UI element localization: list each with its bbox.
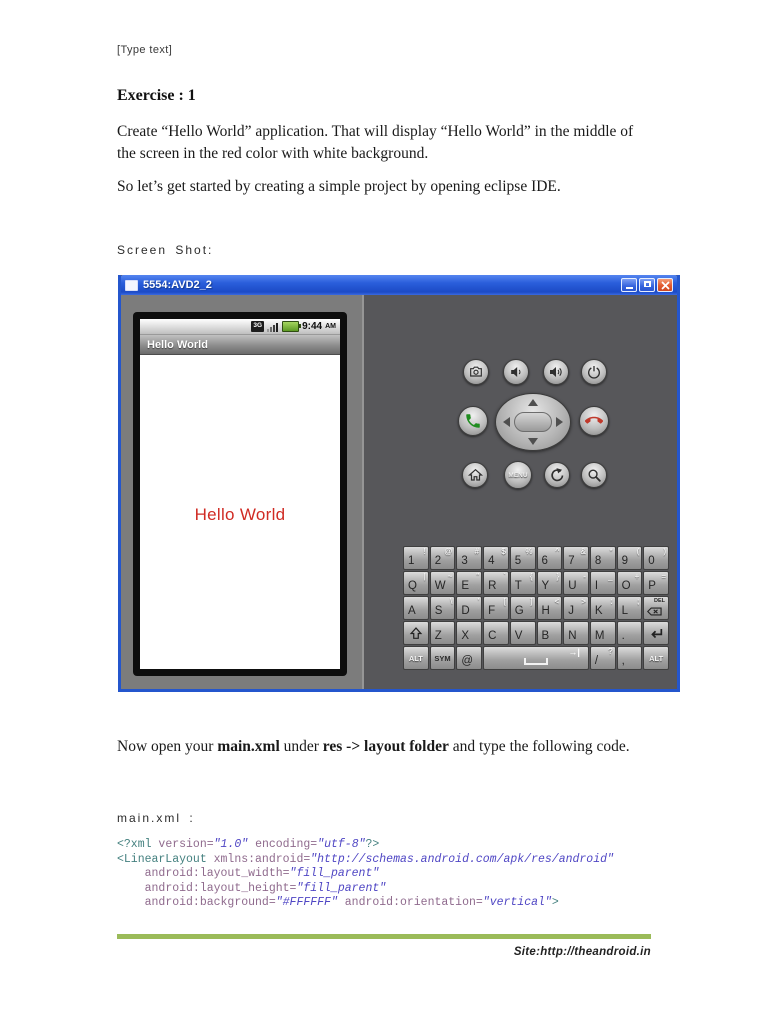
call-button[interactable]: [458, 406, 488, 436]
home-button[interactable]: [462, 462, 488, 488]
intro-paragraph: Create “Hello World” application. That will display “Hello World” in the middle of the screen in the red color with white background.: [117, 123, 634, 162]
menu-label: MENU: [508, 471, 528, 479]
maximize-icon: [644, 281, 651, 287]
key-0[interactable]: 0 ): [643, 546, 669, 570]
key-2[interactable]: 2 @: [430, 546, 456, 570]
key-y[interactable]: Y }: [537, 571, 563, 595]
key-comma[interactable]: ,: [617, 646, 643, 670]
backspace-icon: [647, 607, 662, 616]
phone-screen[interactable]: [140, 319, 340, 669]
end-call-button[interactable]: [579, 406, 609, 436]
back-icon: [549, 467, 566, 484]
mainxml-label: main.xml :: [117, 811, 195, 825]
close-button[interactable]: [657, 278, 673, 292]
app-title: Hello World: [147, 338, 208, 351]
code-line: <LinearLayout xmlns:android="http://schemas.android.com/apk/res/android": [117, 852, 614, 866]
key-a[interactable]: A: [403, 596, 429, 620]
key-d[interactable]: D ': [456, 596, 482, 620]
phone-panel: [121, 295, 364, 689]
key-t[interactable]: T {: [510, 571, 536, 595]
volume-down-icon: [508, 364, 525, 380]
phone-bezel: [133, 312, 347, 676]
device-keyboard: [403, 546, 669, 670]
status-clock: 9:44: [302, 321, 323, 332]
key-7[interactable]: 7 &: [563, 546, 589, 570]
key-r[interactable]: R `: [483, 571, 509, 595]
key-k[interactable]: K :: [590, 596, 616, 620]
code-block: [117, 838, 657, 911]
code-line: android:background="#FFFFFF" android:orientation="vertical">: [144, 896, 559, 909]
footer-site-link: Site:http://theandroid.in: [513, 946, 651, 958]
key-g[interactable]: G ]: [510, 596, 536, 620]
key-e[interactable]: E ": [456, 571, 482, 595]
key-9[interactable]: 9 (: [617, 546, 643, 570]
controls-panel: [364, 295, 677, 689]
key-o[interactable]: O +: [617, 571, 643, 595]
home-icon: [467, 467, 484, 483]
key-space[interactable]: [483, 646, 589, 670]
dpad-right-icon[interactable]: [556, 417, 563, 427]
status-clock-meridiem: AM: [325, 323, 336, 330]
key-slash[interactable]: / ?: [590, 646, 616, 670]
close-icon: [661, 281, 670, 290]
window-controls: [621, 278, 673, 292]
window-title: 5554:AVD2_2: [143, 279, 212, 291]
key-5[interactable]: 5 %: [510, 546, 536, 570]
maximize-button[interactable]: [639, 278, 655, 292]
key-s[interactable]: S \: [430, 596, 456, 620]
key-enter[interactable]: [643, 621, 669, 645]
key-period[interactable]: .: [617, 621, 643, 645]
code-line: <?xml version="1.0" encoding="utf-8"?>: [117, 838, 380, 851]
dpad-up-icon[interactable]: [528, 399, 538, 406]
tab-icon: →|: [568, 647, 580, 657]
window-icon: [125, 280, 138, 291]
dpad-down-icon[interactable]: [528, 438, 538, 445]
dpad[interactable]: [495, 393, 571, 451]
key-3[interactable]: 3 #: [456, 546, 482, 570]
minimize-icon: [626, 287, 633, 289]
key-6[interactable]: 6 ^: [537, 546, 563, 570]
camera-icon: [467, 364, 485, 380]
key-z[interactable]: Z: [430, 621, 456, 645]
key-v[interactable]: V: [510, 621, 536, 645]
volume-up-icon: [547, 364, 565, 380]
key-c[interactable]: C: [483, 621, 509, 645]
search-icon: [586, 467, 603, 484]
key-m[interactable]: M: [590, 621, 616, 645]
key-x[interactable]: X: [456, 621, 482, 645]
key-n[interactable]: N: [563, 621, 589, 645]
key-h[interactable]: H <: [537, 596, 563, 620]
key-p[interactable]: P =: [643, 571, 669, 595]
camera-button[interactable]: [463, 359, 489, 385]
space-icon: [524, 658, 548, 665]
key-j[interactable]: J >: [563, 596, 589, 620]
volume-down-button[interactable]: [503, 359, 529, 385]
shift-icon: [409, 626, 423, 641]
key-at[interactable]: @: [456, 646, 482, 670]
phone-status-bar: [140, 319, 340, 335]
app-title-bar: [140, 335, 340, 355]
volume-up-button[interactable]: [543, 359, 569, 385]
dpad-center-button[interactable]: [514, 412, 552, 432]
start-paragraph: So let’s get started by creating a simple project by opening eclipse IDE.: [117, 178, 561, 195]
power-button[interactable]: [581, 359, 607, 385]
enter-icon: [648, 626, 664, 641]
key-q[interactable]: Q |: [403, 571, 429, 595]
emulator-window: [118, 275, 680, 692]
exercise-title: Exercise : 1: [117, 87, 196, 104]
key-1[interactable]: 1 !: [403, 546, 429, 570]
key-alt[interactable]: ALT: [403, 646, 429, 670]
key-w[interactable]: W ~: [430, 571, 456, 595]
network-3g-icon: 3G: [251, 321, 264, 332]
key-b[interactable]: B: [537, 621, 563, 645]
key-4[interactable]: 4 $: [483, 546, 509, 570]
emulator-body: [121, 295, 677, 689]
signal-strength-icon: [267, 322, 279, 332]
key-f[interactable]: F [: [483, 596, 509, 620]
key-8[interactable]: 8 *: [590, 546, 616, 570]
menu-button[interactable]: [504, 461, 532, 489]
end-call-icon: [585, 412, 603, 430]
key-i[interactable]: I _: [590, 571, 616, 595]
type-text-note: [Type text]: [117, 44, 173, 56]
key-u[interactable]: U -: [563, 571, 589, 595]
search-button[interactable]: [581, 462, 607, 488]
code-line: android:layout_width="fill_parent": [144, 867, 380, 880]
back-button[interactable]: [544, 462, 570, 488]
screenshot-label: Screen Shot:: [117, 243, 214, 257]
hello-world-text: Hello World: [194, 505, 286, 524]
battery-icon: [282, 321, 299, 332]
code-line: android:layout_height="fill_parent": [144, 881, 387, 895]
key-alt[interactable]: ALT: [643, 646, 669, 670]
dpad-left-icon[interactable]: [503, 417, 510, 427]
instruction-paragraph: Now open your main.xml under res -> layout folder and type the following code.: [117, 738, 630, 755]
app-content: [140, 355, 340, 669]
call-icon: [464, 412, 482, 430]
key-sym[interactable]: SYM: [430, 646, 456, 670]
key-shift[interactable]: [403, 621, 429, 645]
footer-accent-bar: [117, 934, 651, 939]
minimize-button[interactable]: [621, 278, 637, 292]
emulator-titlebar[interactable]: [121, 275, 677, 295]
power-icon: [586, 364, 602, 380]
key-del[interactable]: DEL: [643, 596, 669, 620]
key-l[interactable]: L ;: [617, 596, 643, 620]
